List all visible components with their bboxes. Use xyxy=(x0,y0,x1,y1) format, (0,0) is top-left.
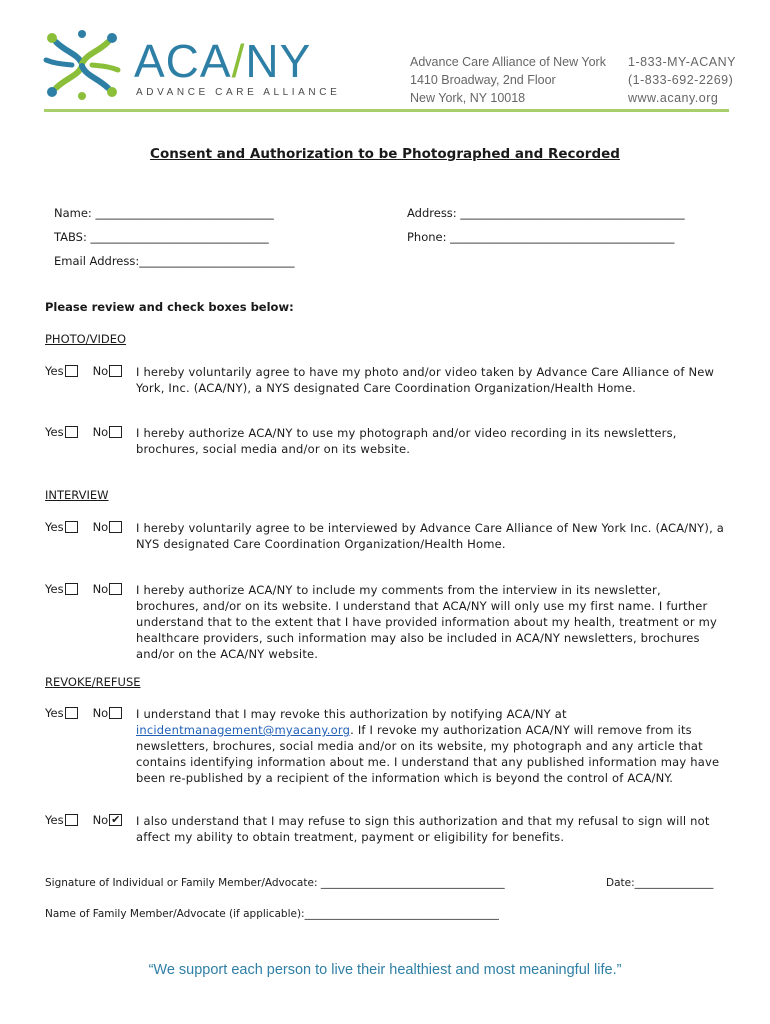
consent-interview-use-text: I hereby authorize ACA/NY to include my comments from the interview in its newsletter, brochures, and/or on its website. I understand that ACA/NY will only use my first name. I further understand that to the extent that I have provided information about my health, treatment or my healthcare providers, such information may also be included in ACA/NY newsletters, brochures and/or on the ACA/NY website. xyxy=(136,583,718,661)
form-title: Consent and Authorization to be Photographed and Recorded xyxy=(150,146,620,162)
org-address: Advance Care Alliance of New York 1410 Broadway, 2nd Floor New York, NY 10018 xyxy=(410,55,606,105)
brand-logo-text: ACA/NY xyxy=(134,35,312,87)
revoke-text: I understand that I may revoke this authorization by notifying ACA/NY at incidentmanagement@myacany.org. If I revoke my authorization ACA/NY will remove from its newsletters, brochures, social media and/or on its website, my photograph and any article that contains identifying information about me. I understand that any published information may have been re-published by a recipient of the information which is beyond the control of ACA/NY. xyxy=(136,707,720,785)
no-checkbox[interactable] xyxy=(109,521,122,533)
header-divider xyxy=(44,109,729,112)
consent-interview-text: I hereby voluntarily agree to be interviewed by Advance Care Alliance of New York Inc. (ACA/NY), a NYS designated Care Coordination Organization/Health Home. xyxy=(136,521,725,551)
brand-tagline: ADVANCE CARE ALLIANCE xyxy=(136,87,341,98)
signature-field[interactable]: Signature of Individual or Family Member/Advocate: ___________________________________ xyxy=(45,877,505,889)
section-photo-video: PHOTO/VIDEO xyxy=(45,332,127,346)
section-interview: INTERVIEW xyxy=(45,488,109,502)
yes-no-group: Yes No xyxy=(45,582,122,596)
org-contact: 1-833-MY-ACANY (1-833-692-2269) www.acany.org xyxy=(628,55,736,105)
no-checkbox[interactable]: ✔ xyxy=(111,813,121,826)
incident-email-link[interactable]: incidentmanagement@myacany.org xyxy=(136,723,351,737)
aca-logo-icon xyxy=(42,30,122,100)
yes-checkbox[interactable] xyxy=(65,365,78,377)
family-member-name-field[interactable]: Name of Family Member/Advocate (if applicable):_____________________________________ xyxy=(45,908,499,920)
email-field[interactable]: Email Address:___________________________ xyxy=(54,254,295,268)
refuse-text: I also understand that I may refuse to sign this authorization and that my refusal to sign will not affect my ability to obtain treatment, payment or eligibility for benefits. xyxy=(136,814,710,844)
yes-no-group: Yes No xyxy=(45,364,122,378)
no-checkbox[interactable] xyxy=(109,426,122,438)
yes-no-group: Yes No xyxy=(45,425,122,439)
name-field[interactable]: Name: _______________________________ xyxy=(54,206,274,220)
address-field[interactable]: Address: _______________________________________ xyxy=(407,206,685,220)
yes-no-group: Yes No xyxy=(45,706,122,720)
phone-field[interactable]: Phone: _______________________________________ xyxy=(407,230,675,244)
footer-quote: “We support each person to live their healthiest and most meaningful life.” xyxy=(148,962,622,978)
yes-checkbox[interactable] xyxy=(65,707,78,719)
date-field[interactable]: Date:_______________ xyxy=(606,877,714,889)
no-checkbox[interactable] xyxy=(109,707,122,719)
yes-checkbox[interactable] xyxy=(65,583,78,595)
yes-checkbox[interactable] xyxy=(65,521,78,533)
yes-no-group: Yes No ✔ xyxy=(45,813,121,827)
consent-photo-use-text: I hereby authorize ACA/NY to use my photograph and/or video recording in its newsletters, brochures, social media and/or on its website. xyxy=(136,426,677,456)
yes-checkbox[interactable] xyxy=(65,426,78,438)
yes-no-group: Yes No xyxy=(45,520,122,534)
section-revoke-refuse: REVOKE/REFUSE xyxy=(45,675,141,689)
yes-checkbox[interactable] xyxy=(65,814,78,826)
tabs-field[interactable]: TABS: _______________________________ xyxy=(54,230,269,244)
consent-photo-text: I hereby voluntarily agree to have my photo and/or video taken by Advance Care Alliance of New York, Inc. (ACA/NY), a NYS designated Care Coordination Organization/Health Home. xyxy=(136,365,715,395)
no-checkbox[interactable] xyxy=(109,365,122,377)
instructions-text: Please review and check boxes below: xyxy=(45,300,294,314)
no-checkbox[interactable] xyxy=(109,583,122,595)
